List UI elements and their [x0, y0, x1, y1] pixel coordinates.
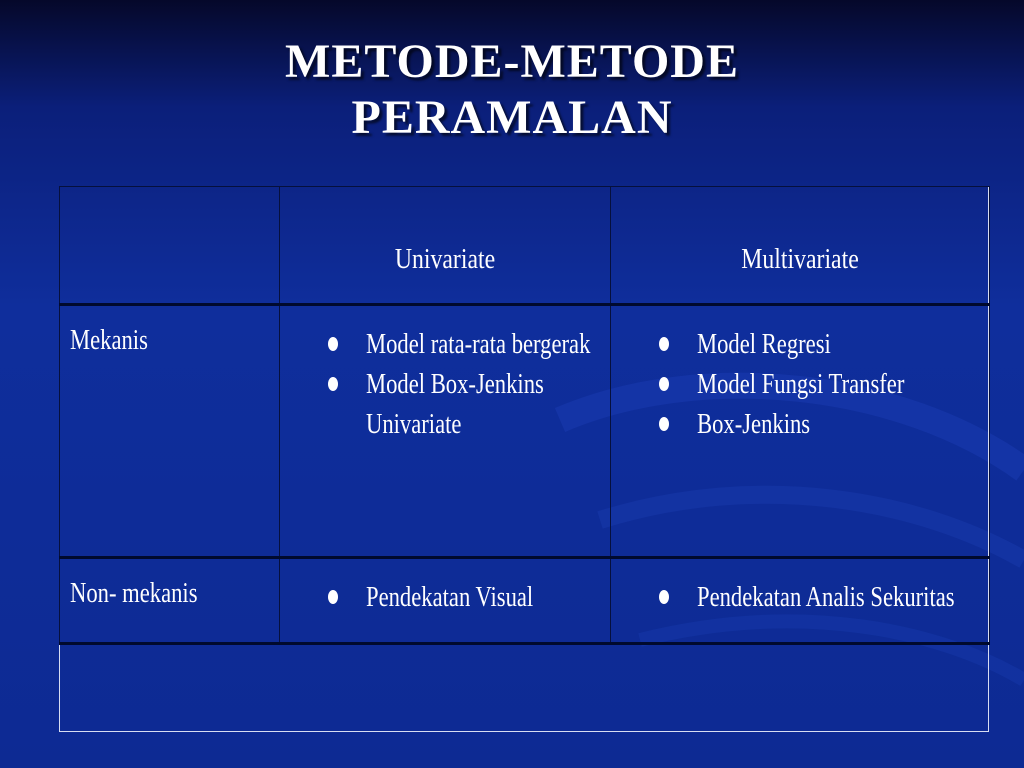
- header-cell-empty: [60, 187, 280, 305]
- cell-mekanis-univariate: [280, 305, 611, 558]
- row-label-mekanis: Mekanis: [60, 305, 280, 558]
- list-item: Box-Jenkins: [611, 404, 989, 444]
- methods-table: [59, 186, 990, 645]
- list-item: Model Box-Jenkins Univariate: [280, 364, 610, 444]
- table-header-row: [60, 187, 990, 305]
- title-line-1: METODE-METODE: [285, 35, 739, 88]
- bullet-icon: [659, 337, 669, 351]
- bullet-icon: [328, 337, 338, 351]
- bullet-icon: [328, 590, 338, 604]
- cell-non-mekanis-multivariate: [611, 558, 990, 644]
- row-label-non-mekanis: Non- mekanis: [60, 558, 280, 644]
- header-cell-multivariate: Multivariate: [611, 187, 990, 305]
- cell-non-mekanis-univariate: [280, 558, 611, 644]
- list-item: Model Regresi: [611, 324, 989, 364]
- bullet-icon: [659, 377, 669, 391]
- cell-mekanis-multivariate: [611, 305, 990, 558]
- bullet-icon: [328, 377, 338, 391]
- title-line-2: PERAMALAN: [351, 91, 673, 144]
- list-item: Model rata-rata bergerak: [280, 324, 610, 364]
- bullet-icon: [659, 590, 669, 604]
- bullet-icon: [659, 417, 669, 431]
- list-item: Pendekatan Visual: [280, 577, 610, 617]
- list-item: Pendekatan Analis Sekuritas: [611, 577, 989, 617]
- header-cell-univariate: Univariate: [280, 187, 611, 305]
- slide-title: [0, 34, 1024, 146]
- list-item: Model Fungsi Transfer: [611, 364, 989, 404]
- table-row: [60, 558, 990, 644]
- table-row: [60, 305, 990, 558]
